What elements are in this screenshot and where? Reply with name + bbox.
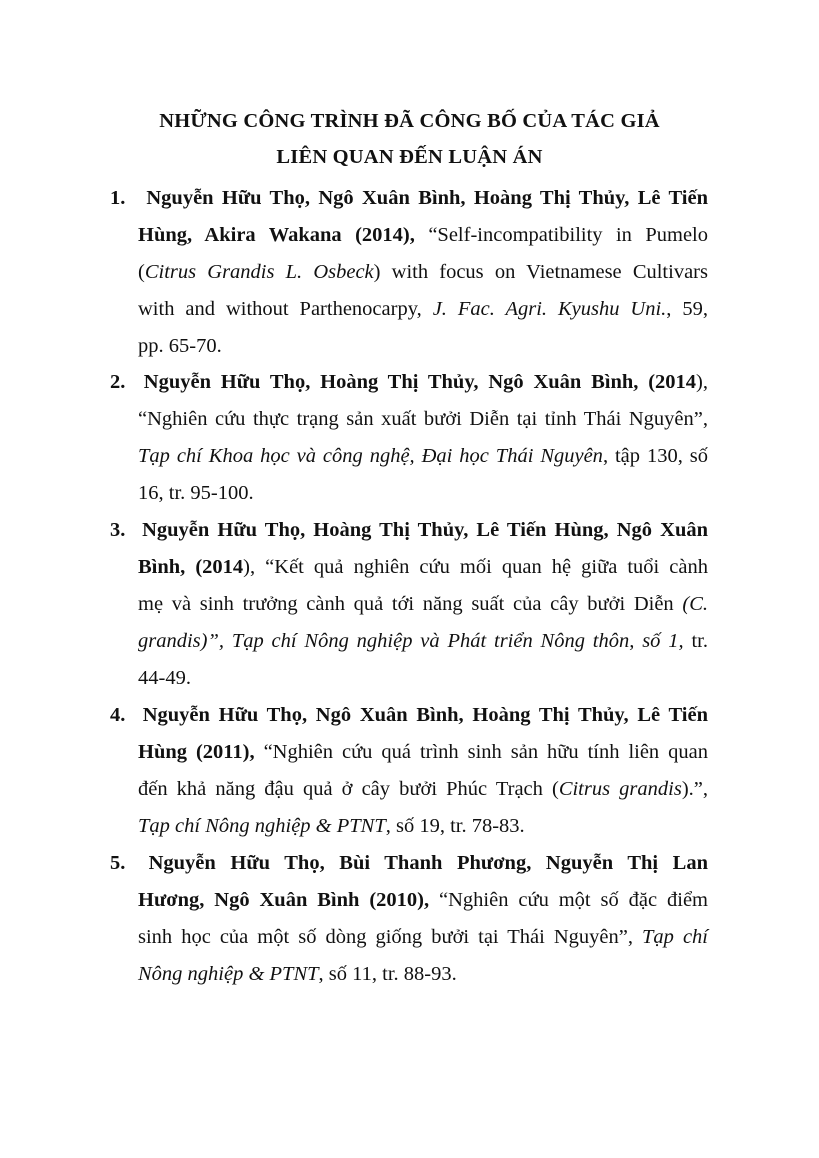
publication-text: đến khả năng đậu quả ở cây bưởi Phúc Trạch (: [138, 778, 559, 800]
publication-item-4: [110, 697, 708, 845]
publication-number: 1.: [110, 187, 126, 209]
publication-text: sinh học của một số dòng giống bưởi tại Thái Nguyên”,: [138, 926, 643, 948]
publication-volume: , tập 130, số: [602, 445, 708, 467]
publication-volume: tr.: [683, 630, 708, 652]
publication-authors-cont: Hùng (2011),: [138, 741, 255, 763]
publication-title: “Self-incompatibility in Pumelo: [414, 224, 708, 246]
publication-number: 5.: [110, 852, 126, 874]
publication-text: ) with focus on Vietnamese Cultivars: [373, 261, 708, 283]
publication-authors: Nguyễn Hữu Thọ, Hoàng Thị Thủy, Ngô Xuân Bình, (2014: [143, 371, 697, 393]
publication-text: ).”,: [681, 778, 709, 800]
journal-name: Tạp chí Nông nghiệp & PTNT: [138, 815, 386, 837]
publication-text: with and without Parthenocarpy,: [138, 298, 433, 320]
publication-pages: pp. 65-70.: [138, 335, 222, 357]
publication-pages: 44-49.: [138, 667, 191, 689]
publication-title: “Nghiên cứu quá trình sinh sản hữu tính liên quan: [254, 741, 708, 763]
publication-text: ),: [696, 371, 708, 393]
species-name: (C.: [682, 593, 708, 615]
publication-authors: Nguyễn Hữu Thọ, Bùi Thanh Phương, Nguyễn Thị Lan: [148, 852, 709, 874]
publication-title: ), “Kết quả nghiên cứu mối quan hệ giữa tuổi cành: [243, 556, 708, 578]
page-title: NHỮNG CÔNG TRÌNH ĐÃ CÔNG BỐ CỦA TÁC GIẢ: [159, 110, 660, 132]
publication-authors-cont: Hùng, Akira Wakana (2014),: [138, 224, 415, 246]
publication-authors: Nguyễn Hữu Thọ, Hoàng Thị Thủy, Lê Tiến Hùng, Ngô Xuân: [142, 519, 708, 541]
publication-number: 4.: [110, 704, 126, 726]
publication-number: 2.: [110, 371, 126, 393]
publication-item-3: [110, 512, 708, 697]
publication-authors: Nguyễn Hữu Thọ, Ngô Xuân Bình, Hoàng Thị Thủy, Lê Tiến: [146, 187, 709, 209]
publication-volume: , 59,: [666, 298, 708, 320]
publication-authors-cont: Hương, Ngô Xuân Bình (2010),: [138, 889, 430, 911]
journal-name-cont: Nông nghiệp & PTNT: [138, 963, 319, 985]
publication-volume: , số 19, tr. 78-83.: [385, 815, 525, 837]
page-subtitle: LIÊN QUAN ĐẾN LUẬN ÁN: [276, 146, 543, 168]
publication-text: mẹ và sinh trưởng cành quả tới năng suất của cây bưởi Diễn: [138, 593, 683, 615]
species-name: Citrus grandis: [558, 778, 682, 800]
journal-name: Tạp chí: [642, 926, 709, 948]
journal-name: Tạp chí Khoa học và công nghệ, Đại học Thái Nguyên: [138, 445, 603, 467]
publication-number: 3.: [110, 519, 126, 541]
publication-title: “Nghiên cứu thực trạng sản xuất bưởi Diễn tại tỉnh Thái Nguyên”,: [138, 408, 708, 430]
publication-item-1: [110, 180, 708, 365]
publication-pages: 16, tr. 95-100.: [138, 482, 254, 504]
publication-authors-cont: Bình, (2014: [138, 556, 244, 578]
publication-volume: , số 11, tr. 88-93.: [318, 963, 457, 985]
publication-text: (: [138, 261, 145, 283]
publication-item-5: [110, 845, 708, 993]
publication-title: “Nghiên cứu một số đặc điểm: [429, 889, 708, 911]
journal-name: grandis)”, Tạp chí Nông nghiệp và Phát triển Nông thôn, số 1,: [138, 630, 684, 652]
publication-authors: Nguyễn Hữu Thọ, Ngô Xuân Bình, Hoàng Thị Thủy, Lê Tiến: [142, 704, 709, 726]
publication-item-2: [110, 364, 708, 512]
species-name: Citrus Grandis L. Osbeck: [144, 261, 374, 283]
journal-name: J. Fac. Agri. Kyushu Uni.: [432, 298, 667, 320]
